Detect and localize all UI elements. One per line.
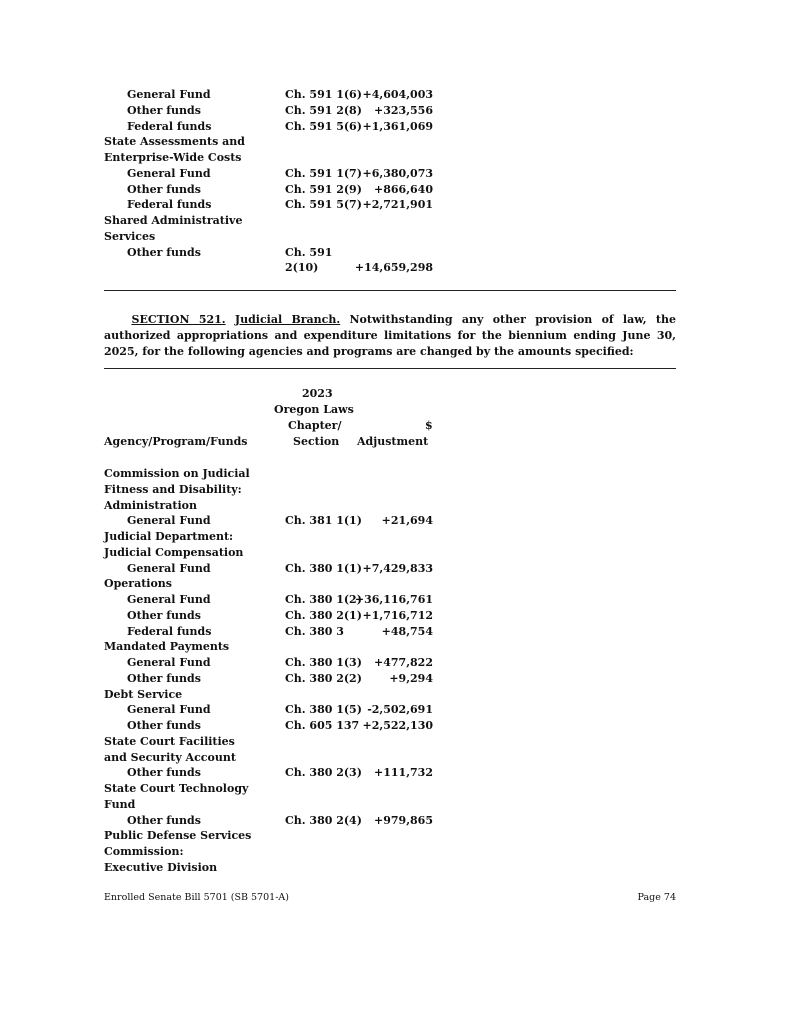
row-label: Other funds: [127, 813, 201, 827]
table-row: [104, 765, 444, 781]
table-row: [104, 466, 444, 482]
table-row: [104, 655, 444, 671]
table-row: [104, 639, 444, 655]
row-adjustment: +48,754: [381, 624, 433, 638]
row-adjustment: +866,640: [374, 182, 433, 196]
row-label: Services: [104, 229, 156, 243]
row-adjustment: +4,604,003: [362, 88, 433, 101]
table-row: [104, 529, 444, 545]
row-label: Federal funds: [127, 198, 212, 212]
table-row: [104, 828, 444, 844]
row-chapter-section: Ch. 380 1(5): [285, 703, 362, 717]
row-label: Public Defense Services: [104, 829, 252, 843]
row-adjustment: +323,556: [374, 103, 433, 117]
divider: [104, 368, 676, 369]
row-adjustment: +2,522,130: [362, 719, 433, 732]
row-adjustment: +477,822: [374, 656, 433, 669]
row-adjustment: +1,361,069: [362, 119, 433, 133]
row-label: Judicial Department:: [104, 530, 234, 543]
table-row: [104, 182, 444, 198]
table-row: [104, 545, 444, 561]
row-chapter-section: Ch. 591: [285, 245, 333, 259]
row-label: Other funds: [127, 103, 201, 117]
row-label: Federal funds: [127, 624, 212, 638]
footer-page-number: Page 74: [637, 892, 676, 903]
row-chapter-section: Ch. 591 2(8): [285, 103, 362, 117]
row-label: Enterprise-Wide Costs: [104, 151, 242, 164]
table-row: [104, 813, 444, 829]
table-row: [104, 260, 444, 276]
row-adjustment: +6,380,073: [362, 166, 433, 180]
row-chapter-section: Ch. 380 1(1): [285, 561, 362, 575]
table-row: [104, 687, 444, 703]
row-label: State Court Technology: [104, 782, 249, 795]
row-adjustment: +111,732: [374, 766, 433, 780]
row-label: Commission:: [104, 845, 184, 858]
table-row: [104, 781, 444, 797]
row-label: Mandated Payments: [104, 640, 230, 654]
row-label: Fund: [104, 797, 136, 811]
header-chapter: Chapter/: [288, 419, 342, 432]
row-chapter-section: Ch. 591 5(7): [285, 198, 362, 212]
table-row: [104, 229, 444, 245]
section-paragraph: [104, 312, 676, 359]
table-row: [104, 498, 444, 514]
table-row: [104, 513, 444, 529]
row-label: State Assessments and: [104, 135, 245, 149]
row-label: Other funds: [127, 182, 201, 196]
row-adjustment: +14,659,298: [354, 261, 433, 275]
row-adjustment: +7,429,833: [362, 561, 433, 575]
table-row: [104, 608, 444, 624]
header-laws: Oregon Laws: [274, 403, 354, 416]
table-row: [104, 671, 444, 687]
header-section: Section: [293, 435, 340, 448]
table-row: [104, 150, 444, 166]
row-label: Other funds: [127, 608, 201, 622]
row-label: Other funds: [127, 671, 201, 685]
header-year: 2023: [302, 387, 333, 400]
row-label: General Fund: [127, 656, 211, 669]
row-label: General Fund: [127, 514, 211, 528]
row-chapter-section: Ch. 380 2(3): [285, 766, 362, 780]
row-adjustment: +2,721,901: [362, 198, 433, 212]
table-row: [104, 134, 444, 150]
appropriations-table-continued: [104, 87, 444, 276]
divider: [104, 290, 676, 291]
row-adjustment: +9,294: [389, 671, 433, 685]
row-label: General Fund: [127, 593, 211, 606]
row-chapter-section: Ch. 380 3: [285, 624, 344, 638]
row-label: Executive Division: [104, 860, 218, 874]
header-dollar: $: [425, 419, 433, 432]
row-adjustment: +36,116,761: [354, 593, 433, 606]
row-label: General Fund: [127, 561, 211, 575]
table-row: [104, 844, 444, 860]
table-row: [104, 702, 444, 718]
row-label: Shared Administrative: [104, 214, 243, 227]
row-label: and Security Account: [104, 750, 236, 764]
row-chapter-section: Ch. 591 2(9): [285, 182, 362, 196]
row-label: Fitness and Disability:: [104, 482, 242, 496]
row-label: General Fund: [127, 703, 211, 717]
table-row: [104, 750, 444, 766]
table-row: [104, 860, 444, 876]
judicial-appropriations-table: [104, 466, 444, 876]
footer-bill: Enrolled Senate Bill 5701 (SB 5701-A): [104, 892, 289, 903]
row-chapter-section: Ch. 381 1(1): [285, 514, 362, 528]
row-label: Commission on Judicial: [104, 467, 250, 480]
table-row: [104, 561, 444, 577]
section-title: Judicial Branch.: [234, 313, 341, 326]
table-row: [104, 87, 444, 103]
row-label: Administration: [104, 498, 198, 512]
row-label: Debt Service: [104, 687, 183, 701]
row-label: State Court Facilities: [104, 734, 235, 748]
row-label: Other funds: [127, 766, 201, 780]
row-adjustment: +1,716,712: [362, 608, 433, 622]
table-row: [104, 576, 444, 592]
row-chapter-section: Ch. 605 137: [285, 719, 360, 732]
table-row: [104, 797, 444, 813]
row-label: General Fund: [127, 88, 211, 101]
row-chapter-section: Ch. 380 2(2): [285, 671, 362, 685]
table-row: [104, 245, 444, 261]
row-chapter-section: 2(10): [285, 261, 319, 275]
table-row: [104, 482, 444, 498]
table-row: [104, 718, 444, 734]
row-label: Other funds: [127, 719, 201, 732]
row-label: General Fund: [127, 166, 211, 180]
section-number: SECTION 521.: [131, 313, 226, 326]
table-row: [104, 103, 444, 119]
row-chapter-section: Ch. 380 2(4): [285, 813, 362, 827]
header-agency: Agency/Program/Funds: [104, 435, 248, 448]
header-adjustment: Adjustment: [357, 435, 429, 448]
section-text: Notwithstanding any other provision of law, the authorized appropriations and expenditure limitations for the biennium ending June 30, 2025, for the following agencies and programs are changed by the amounts specified:: [104, 313, 676, 358]
table-row: [104, 166, 444, 182]
row-adjustment: +979,865: [374, 813, 433, 827]
table-row: [104, 624, 444, 640]
row-chapter-section: Ch. 591 5(6): [285, 119, 362, 133]
row-adjustment: +21,694: [381, 514, 433, 528]
row-chapter-section: Ch. 591 1(6): [285, 88, 362, 101]
row-adjustment: -2,502,691: [367, 703, 433, 717]
table-row: [104, 734, 444, 750]
table-row: [104, 119, 444, 135]
row-chapter-section: Ch. 380 1(2): [285, 593, 362, 606]
table-row: [104, 592, 444, 608]
row-label: Operations: [104, 577, 172, 591]
row-chapter-section: Ch. 591 1(7): [285, 166, 362, 180]
table-row: [104, 213, 444, 229]
row-chapter-section: Ch. 380 2(1): [285, 608, 362, 622]
row-chapter-section: Ch. 380 1(3): [285, 656, 362, 669]
row-label: Judicial Compensation: [104, 545, 244, 559]
table-row: [104, 197, 444, 213]
row-label: Federal funds: [127, 119, 212, 133]
row-label: Other funds: [127, 245, 201, 259]
